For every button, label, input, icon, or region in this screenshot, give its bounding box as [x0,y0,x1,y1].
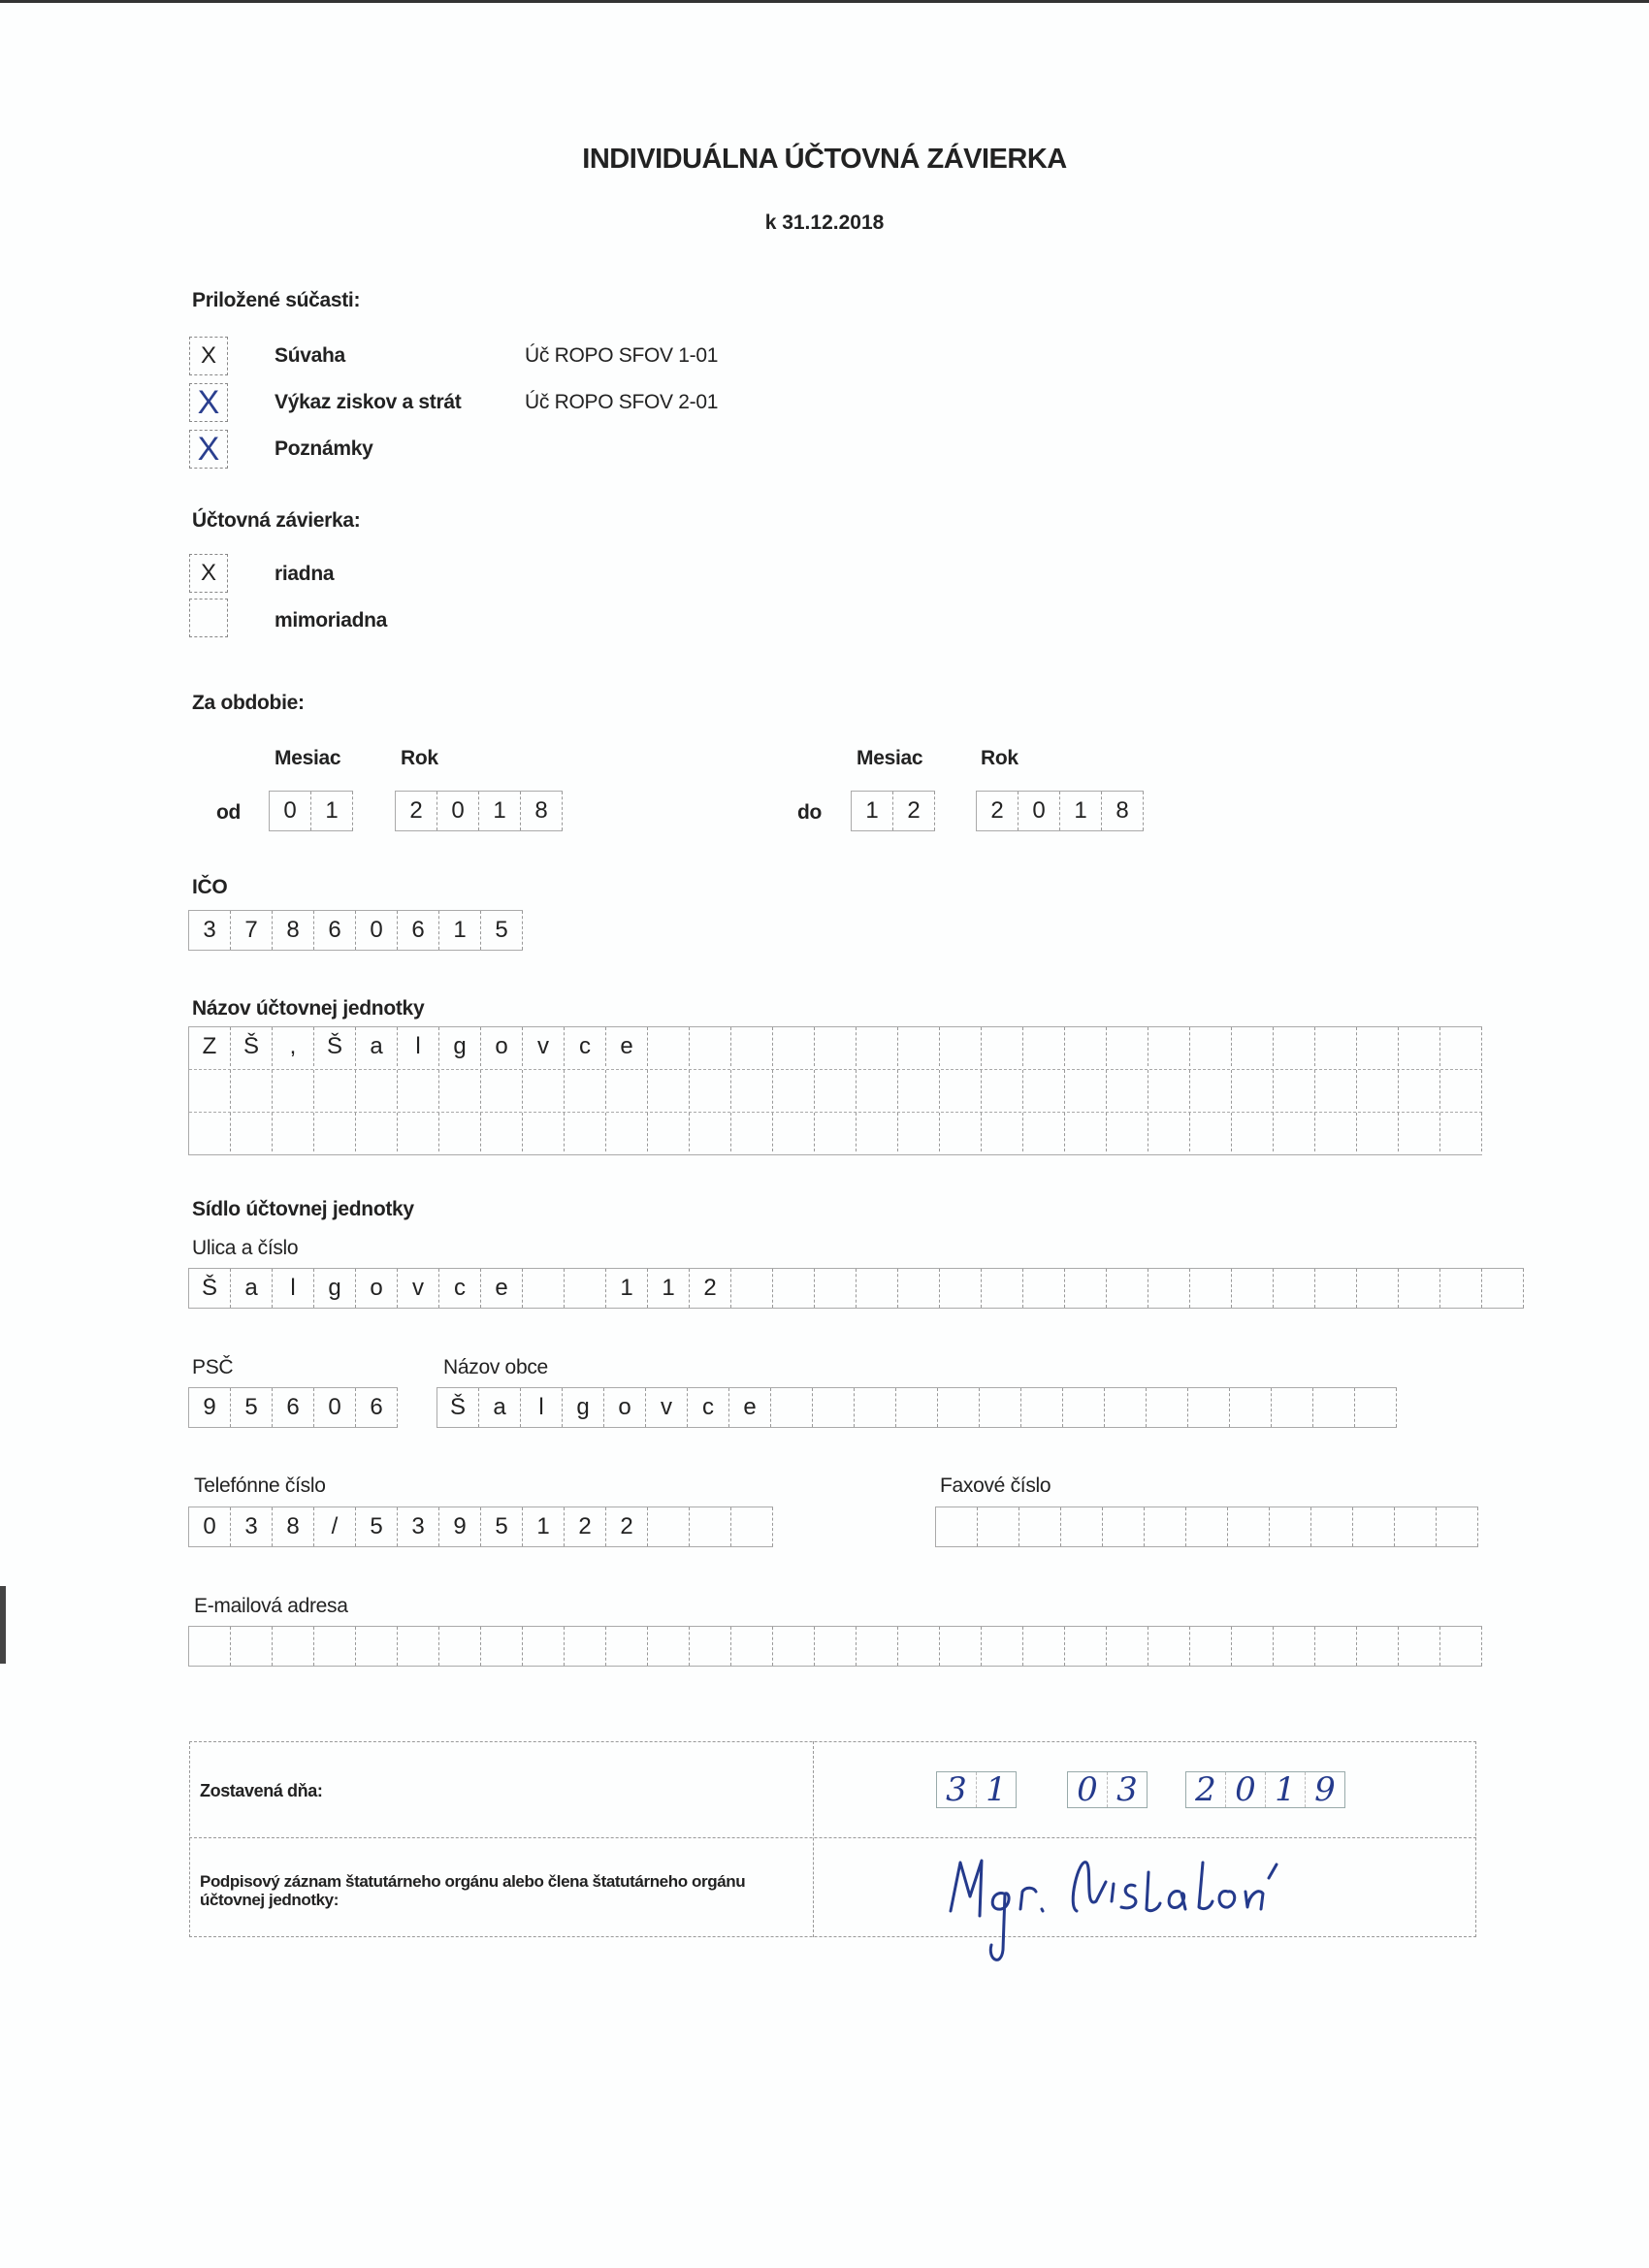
entity-name-row-2 [189,1070,1482,1113]
checkbox-vykaz[interactable]: X [189,383,228,422]
empty-cell [690,1027,731,1066]
to-year-digit: 8 [1102,792,1144,830]
empty-cell [1107,1070,1148,1109]
street-char: 2 [690,1269,731,1308]
empty-cell [1107,1627,1148,1666]
empty-cell [1190,1627,1232,1666]
phone-field[interactable] [188,1507,773,1547]
empty-cell [936,1507,978,1546]
psc-field[interactable] [188,1387,398,1428]
empty-cell [1190,1113,1232,1151]
empty-cell [978,1507,1019,1546]
empty-cell [273,1113,314,1151]
empty-cell [1063,1388,1105,1427]
empty-cell [1437,1507,1478,1546]
to-year-digit: 2 [977,792,1018,830]
from-month-label: Mesiac [275,747,341,769]
empty-cell [857,1627,898,1666]
empty-cell [314,1627,356,1666]
from-year-digit: 8 [521,792,563,830]
day-digit: 1 [986,1770,1007,1809]
empty-cell [1315,1627,1357,1666]
psc-digit: 6 [273,1388,314,1427]
city-char: c [688,1388,729,1427]
empty-cell [731,1027,773,1066]
empty-cell [481,1627,523,1666]
phone-char: 3 [398,1507,439,1546]
empty-cell [1232,1070,1274,1109]
ico-digit: 6 [314,911,356,950]
phone-char: / [314,1507,356,1546]
street-char: 1 [606,1269,648,1308]
entity-name-char: c [565,1027,606,1066]
empty-cell [898,1269,940,1308]
empty-cell [1357,1113,1399,1151]
entity-name-char: a [356,1027,398,1066]
empty-cell [273,1627,314,1666]
empty-cell [1023,1070,1065,1109]
ico-digit: 6 [398,911,439,950]
empty-cell [1399,1070,1440,1109]
street-char: v [398,1269,439,1308]
street-char [565,1269,606,1308]
page-title: INDIVIDUÁLNA ÚČTOVNÁ ZÁVIERKA [582,144,1067,175]
street-char: o [356,1269,398,1308]
empty-cell [1065,1027,1107,1066]
empty-cell [1148,1027,1190,1066]
empty-cell [938,1388,980,1427]
empty-cell [898,1070,940,1109]
fax-label: Faxové číslo [940,1474,1051,1497]
ico-field[interactable] [188,910,523,951]
from-month-digit: 1 [311,792,353,830]
top-edge-line [0,0,1649,3]
checkbox-mimoriadna[interactable] [189,599,228,637]
empty-cell [940,1113,982,1151]
street-char [523,1269,565,1308]
empty-cell [815,1027,857,1066]
empty-cell [1232,1627,1274,1666]
from-year-field[interactable] [395,791,563,831]
from-year-digit: 2 [396,792,437,830]
empty-cell [1355,1388,1397,1427]
city-char: Š [437,1388,479,1427]
empty-cell [231,1113,273,1151]
fax-field[interactable] [935,1507,1478,1547]
empty-cell [857,1070,898,1109]
empty-cell [1230,1388,1272,1427]
empty-cell [982,1269,1023,1308]
empty-cell [523,1070,565,1109]
empty-cell [1065,1113,1107,1151]
street-label: Ulica a číslo [192,1237,299,1259]
phone-char: 1 [523,1507,565,1546]
empty-cell [1270,1507,1311,1546]
email-label: E-mailová adresa [194,1595,348,1617]
empty-cell [1315,1113,1357,1151]
empty-cell [1315,1070,1357,1109]
street-char: Š [189,1269,231,1308]
empty-cell [815,1113,857,1151]
empty-cell [1107,1027,1148,1066]
empty-cell [648,1507,690,1546]
empty-cell [731,1269,773,1308]
code-suvaha: Úč ROPO SFOV 1-01 [525,344,719,367]
empty-cell [648,1113,690,1151]
empty-cell [439,1627,481,1666]
entity-name-char: g [439,1027,481,1066]
empty-cell [606,1070,648,1109]
empty-cell [231,1627,273,1666]
ico-digit: 3 [189,911,231,950]
empty-cell [1148,1269,1190,1308]
empty-cell [1274,1070,1315,1109]
empty-cell [1232,1269,1274,1308]
empty-cell [1148,1113,1190,1151]
year-digit: 9 [1314,1770,1336,1809]
empty-cell [1399,1027,1440,1066]
empty-cell [648,1627,690,1666]
compiled-label: Zostavená dňa: [200,1781,323,1800]
to-year-digit: 1 [1060,792,1102,830]
empty-cell [731,1627,773,1666]
phone-char: 2 [606,1507,648,1546]
empty-cell [1105,1388,1147,1427]
to-year-field[interactable] [976,791,1144,831]
empty-cell [1190,1027,1232,1066]
entity-name-char: Š [314,1027,356,1066]
label-riadna: riadna [275,563,335,585]
city-char: o [604,1388,646,1427]
empty-cell [1315,1269,1357,1308]
attachments-heading: Priložené súčasti: [192,289,361,311]
ico-digit: 8 [273,911,314,950]
empty-cell [523,1113,565,1151]
empty-cell [980,1388,1021,1427]
empty-cell [773,1027,815,1066]
empty-cell [398,1113,439,1151]
to-month-digit: 1 [852,792,893,830]
empty-cell [439,1113,481,1151]
empty-cell [1145,1507,1186,1546]
to-year-digit: 0 [1018,792,1060,830]
empty-cell [1315,1027,1357,1066]
empty-cell [565,1627,606,1666]
entity-name-label: Názov účtovnej jednotky [192,997,425,1020]
phone-char: 3 [231,1507,273,1546]
label-suvaha: Súvaha [275,344,345,367]
empty-cell [1357,1027,1399,1066]
seat-heading: Sídlo účtovnej jednotky [192,1198,414,1220]
empty-cell [1274,1113,1315,1151]
empty-cell [773,1627,815,1666]
empty-cell [1065,1070,1107,1109]
empty-cell [356,1070,398,1109]
phone-char: 0 [189,1507,231,1546]
empty-cell [1023,1269,1065,1308]
empty-cell [1399,1627,1440,1666]
city-char: g [563,1388,604,1427]
empty-cell [773,1269,815,1308]
empty-cell [898,1027,940,1066]
empty-cell [1019,1507,1061,1546]
to-month-label: Mesiac [857,747,923,769]
empty-cell [231,1070,273,1109]
empty-cell [1440,1070,1482,1109]
ico-digit: 5 [481,911,523,950]
sign-label: Podpisový záznam štatutárneho orgánu alebo člena štatutárneho orgánu účtovnej jednotky: [200,1872,746,1909]
empty-cell [1148,1627,1190,1666]
empty-cell [1440,1627,1482,1666]
empty-cell [1190,1269,1232,1308]
phone-char: 5 [356,1507,398,1546]
empty-cell [857,1269,898,1308]
from-month-digit: 0 [270,792,311,830]
empty-cell [857,1113,898,1151]
year-digit: 1 [1266,1772,1306,1807]
empty-cell [982,1113,1023,1151]
scan-margin-mark [0,1586,6,1664]
empty-cell [523,1627,565,1666]
ico-label: IČO [192,876,228,898]
handwritten-signature [941,1843,1290,1969]
compiled-year[interactable] [1185,1771,1345,1808]
ico-digit: 7 [231,911,273,950]
compiled-month[interactable] [1067,1771,1148,1808]
empty-cell [1186,1507,1228,1546]
ico-digit: 0 [356,911,398,950]
empty-cell [1399,1269,1440,1308]
entity-name-char: , [273,1027,314,1066]
empty-cell [982,1027,1023,1066]
signature-text [0,0,1,1]
empty-cell [731,1113,773,1151]
empty-cell [356,1627,398,1666]
street-char: a [231,1269,273,1308]
from-year-digit: 1 [479,792,521,830]
psc-label: PSČ [192,1356,234,1378]
empty-cell [690,1113,731,1151]
empty-cell [731,1070,773,1109]
city-char: l [521,1388,563,1427]
empty-cell [1440,1113,1482,1151]
from-month-field[interactable] [269,791,353,831]
empty-cell [189,1627,231,1666]
entity-name-row-1 [189,1027,1482,1070]
empty-cell [398,1070,439,1109]
empty-cell [1107,1269,1148,1308]
empty-cell [1228,1507,1270,1546]
to-label: do [797,801,823,824]
empty-cell [565,1113,606,1151]
empty-cell [648,1027,690,1066]
signature-table-divider [189,1837,1476,1838]
empty-cell [1021,1388,1063,1427]
email-field[interactable] [188,1626,1482,1667]
city-field[interactable] [436,1387,1397,1428]
empty-cell [1107,1113,1148,1151]
empty-cell [690,1070,731,1109]
empty-cell [940,1027,982,1066]
empty-cell [481,1113,523,1151]
empty-cell [1440,1027,1482,1066]
empty-cell [898,1627,940,1666]
entity-name-char: e [606,1027,648,1066]
period-heading: Za obdobie: [192,692,305,714]
entity-name-char: Z [189,1027,231,1066]
empty-cell [1272,1388,1313,1427]
empty-cell [356,1113,398,1151]
empty-cell [1274,1269,1315,1308]
label-vykaz: Výkaz ziskov a strát [275,391,462,413]
empty-cell [398,1627,439,1666]
city-char: e [729,1388,771,1427]
page-date: k 31.12.2018 [764,211,885,234]
signature-table-column-divider [813,1741,814,1937]
empty-cell [1357,1627,1399,1666]
empty-cell [1482,1269,1524,1308]
empty-cell [1313,1388,1355,1427]
empty-cell [1061,1507,1103,1546]
empty-cell [606,1627,648,1666]
empty-cell [940,1070,982,1109]
empty-cell [1188,1388,1230,1427]
psc-digit: 9 [189,1388,231,1427]
empty-cell [606,1113,648,1151]
empty-cell [439,1070,481,1109]
empty-cell [1190,1070,1232,1109]
empty-cell [189,1113,231,1151]
empty-cell [771,1388,813,1427]
empty-cell [773,1070,815,1109]
empty-cell [1023,1627,1065,1666]
empty-cell [982,1070,1023,1109]
empty-cell [815,1627,857,1666]
empty-cell [1274,1027,1315,1066]
label-mimoriadna: mimoriadna [275,609,388,632]
empty-cell [1232,1113,1274,1151]
empty-cell [1023,1113,1065,1151]
entity-name-char: l [398,1027,439,1066]
empty-cell [1353,1507,1395,1546]
empty-cell [314,1113,356,1151]
entity-name-char: v [523,1027,565,1066]
street-char: 1 [648,1269,690,1308]
empty-cell [1065,1269,1107,1308]
empty-cell [1440,1269,1482,1308]
street-char: c [439,1269,481,1308]
month-digit: 3 [1116,1770,1138,1809]
empty-cell [940,1627,982,1666]
phone-label: Telefónne číslo [194,1474,326,1497]
to-month-digit: 2 [893,792,935,830]
empty-cell [940,1269,982,1308]
empty-cell [314,1070,356,1109]
empty-cell [1232,1027,1274,1066]
street-char: e [481,1269,523,1308]
year-digit: 0 [1226,1772,1266,1807]
entity-name-field[interactable] [188,1026,1482,1155]
city-char: a [479,1388,521,1427]
empty-cell [815,1070,857,1109]
label-poznamky: Poznámky [275,437,373,460]
empty-cell [898,1113,940,1151]
checkbox-poznamky[interactable]: X [189,430,228,469]
phone-char: 9 [439,1507,481,1546]
entity-name-char: Š [231,1027,273,1066]
empty-cell [1065,1627,1107,1666]
psc-digit: 5 [231,1388,273,1427]
empty-cell [690,1627,731,1666]
compiled-day[interactable] [936,1771,1017,1808]
phone-char: 8 [273,1507,314,1546]
code-vykaz: Úč ROPO SFOV 2-01 [525,391,719,413]
empty-cell [1274,1627,1315,1666]
month-digit: 0 [1068,1772,1108,1807]
empty-cell [855,1388,896,1427]
empty-cell [896,1388,938,1427]
from-year-digit: 0 [437,792,479,830]
empty-cell [813,1388,855,1427]
to-month-field[interactable] [851,791,935,831]
empty-cell [1357,1269,1399,1308]
empty-cell [1399,1113,1440,1151]
street-field[interactable] [188,1268,1524,1309]
from-label: od [216,801,242,824]
empty-cell [1357,1070,1399,1109]
empty-cell [1147,1388,1188,1427]
empty-cell [648,1070,690,1109]
empty-cell [481,1070,523,1109]
ico-digit: 1 [439,911,481,950]
entity-name-char: o [481,1027,523,1066]
year-digit: 2 [1186,1772,1226,1807]
day-digit: 3 [937,1772,977,1807]
empty-cell [773,1113,815,1151]
city-char: v [646,1388,688,1427]
empty-cell [1395,1507,1437,1546]
empty-cell [1148,1070,1190,1109]
empty-cell [690,1507,731,1546]
checkbox-suvaha[interactable]: X [189,337,228,375]
street-char: g [314,1269,356,1308]
to-year-label: Rok [981,747,1018,769]
empty-cell [565,1070,606,1109]
empty-cell [189,1070,231,1109]
empty-cell [1023,1027,1065,1066]
phone-char: 5 [481,1507,523,1546]
city-label: Názov obce [443,1356,548,1378]
empty-cell [731,1507,773,1546]
street-char: l [273,1269,314,1308]
checkbox-riadna[interactable]: X [189,554,228,593]
empty-cell [1311,1507,1353,1546]
from-year-label: Rok [401,747,438,769]
psc-digit: 6 [356,1388,398,1427]
empty-cell [273,1070,314,1109]
empty-cell [982,1627,1023,1666]
entity-name-row-3 [189,1113,1482,1155]
phone-char: 2 [565,1507,606,1546]
empty-cell [1103,1507,1145,1546]
empty-cell [815,1269,857,1308]
empty-cell [857,1027,898,1066]
closing-type-heading: Účtovná závierka: [192,509,361,532]
psc-digit: 0 [314,1388,356,1427]
